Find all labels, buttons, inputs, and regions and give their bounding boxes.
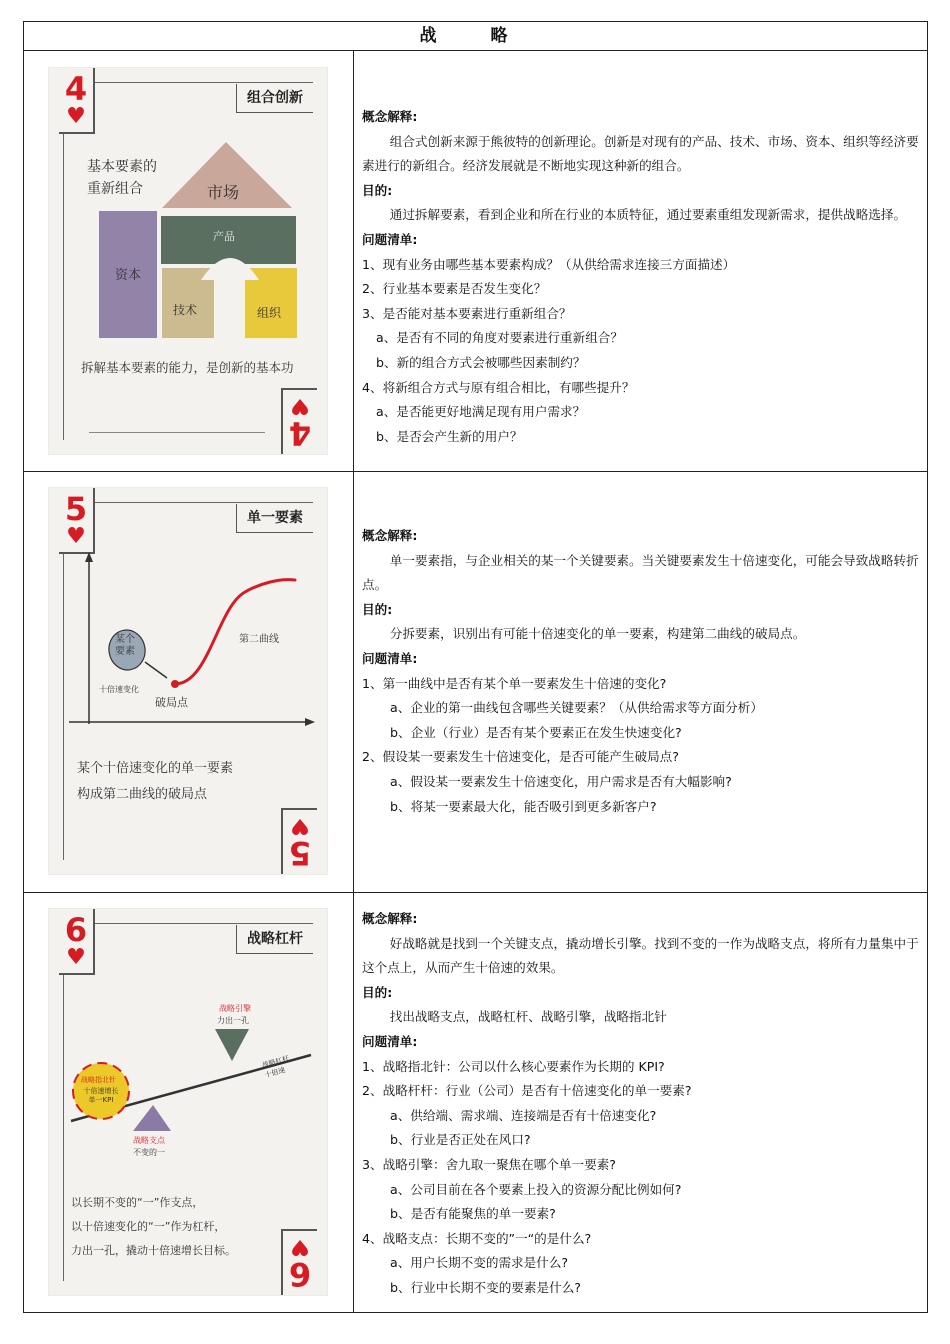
playing-card: [49, 909, 327, 1295]
question-item: b、将某一要素最大化，能否吸引到更多新客户?: [390, 798, 657, 814]
questions-heading: 问题清单:: [362, 1033, 418, 1049]
lever-label: 战略杠杆 十倍速: [261, 1054, 291, 1080]
question-item: 1、现有业务由哪些基本要素构成？（从供给需求连接三方面描述）: [362, 256, 736, 272]
question-item: b、新的组合方式会被哪些因素制约？: [376, 354, 586, 370]
card-rank: 6: [64, 911, 88, 949]
card-title: 战略杠杆: [236, 925, 313, 954]
table-row: [24, 51, 928, 472]
card-cell: [24, 893, 354, 1313]
card-cell: [24, 51, 354, 472]
question-item: 2、假设某一要素发生十倍速变化，是否可能产生破局点?: [362, 749, 679, 765]
question-item: a、是否能更好地满足现有用户需求？: [376, 404, 586, 420]
question-item: 3、战略引擎：舍九取一聚焦在哪个单一要素?: [362, 1156, 616, 1172]
concept-text: 单一要素指，与企业相关的某一个关键要素。当关键要素发生十倍速变化，可能会导致战略转折点。: [362, 552, 919, 593]
purpose-heading: 目的:: [362, 984, 393, 1000]
heart-icon: ♥: [290, 393, 310, 418]
card-caption: 以长期不变的“一”作支点， 以十倍速变化的“一”作为杠杆， 力出一孔，撬动十倍速增长目标。: [71, 1196, 236, 1257]
card-title: 组合创新: [236, 84, 313, 113]
playing-card: [49, 68, 327, 454]
questions-heading: 问题清单:: [362, 650, 418, 666]
question-item: a、用户长期不变的需求是什么?: [390, 1255, 569, 1271]
text-cell: [354, 51, 928, 472]
table-row: [24, 893, 928, 1313]
block-label-capital: 资本: [115, 268, 142, 283]
concept-heading: 概念解释:: [362, 528, 418, 543]
heart-icon: ♥: [66, 945, 86, 970]
card-rank: 5: [64, 490, 88, 528]
compass-label: 战略指北针: [81, 1076, 116, 1084]
playing-card: [49, 488, 327, 874]
question-item: 2、战略杆杆：行业（公司）是否有十倍速变化的单一要素?: [362, 1083, 692, 1099]
concept-heading: 概念解释:: [362, 109, 418, 124]
table-title: 战 略: [24, 22, 928, 51]
card-rank-bottom: 6: [288, 1255, 312, 1293]
card-rank-bottom: 4: [288, 414, 312, 452]
speed-label: 十倍速变化: [99, 685, 139, 694]
compass-sub: 十倍速增长 单一KPI: [83, 1087, 119, 1104]
purpose-text: 找出战略支点，战略杠杆、战略引擎，战略指北针: [389, 1009, 667, 1025]
text-cell: [354, 472, 928, 893]
card-rank-bottom: 5: [288, 834, 312, 872]
question-item: 4、战略支点：长期不变的”一“的是什么?: [362, 1230, 592, 1246]
concept-text: 组合式创新来源于熊彼特的创新理论。创新是对现有的产品、技术、市场、资本、组织等经济要素进行的新组合。经济发展就是不断地实现这种新的组合。: [362, 133, 919, 174]
block-label-product: 产品: [213, 230, 235, 243]
question-item: a、是否有不同的角度对要素进行重新组合？: [376, 330, 623, 346]
purpose-heading: 目的:: [362, 182, 393, 198]
engine-triangle: [215, 1029, 249, 1061]
heart-icon: ♥: [290, 813, 310, 838]
question-item: b、是否会产生新的用户？: [376, 428, 523, 444]
question-item: 1、第一曲线中是否有某个单一要素发生十倍速的变化?: [362, 675, 667, 691]
engine-label: 战略引擎: [219, 1004, 251, 1013]
text-cell: [354, 893, 928, 1313]
card-caption: 拆解基本要素的能力，是创新的基本功: [81, 360, 294, 375]
purpose-text: 通过拆解要素，看到企业和所在行业的本质特征，通过要素重组发现新需求，提供战略选择。: [389, 207, 907, 223]
strategy-table: [23, 21, 928, 1313]
fulcrum-label: 战略支点: [133, 1136, 165, 1145]
block-label-org: 组织: [257, 306, 282, 320]
fulcrum-triangle: [133, 1105, 171, 1131]
question-item: b、行业中长期不变的要素是什么?: [390, 1279, 581, 1295]
question-item: a、供给端、需求端、连接端是否有十倍速变化?: [390, 1107, 657, 1123]
breakpoint-label: 破局点: [155, 696, 188, 709]
heart-icon: ♥: [66, 104, 86, 129]
element-bubble: 某个 要素: [115, 634, 135, 657]
fulcrum-sub: 不变的一: [133, 1148, 165, 1157]
question-item: 4、将新组合方式与原有组合相比，有哪些提升？: [362, 379, 635, 395]
heart-icon: ♥: [290, 1234, 310, 1259]
table-row: [24, 472, 928, 893]
card-rank: 4: [64, 70, 88, 108]
purpose-heading: 目的:: [362, 601, 393, 617]
card-side-text: 基本要素的 重新组合: [87, 159, 157, 197]
breakpoint-dot: [171, 680, 179, 688]
question-item: a、公司目前在各个要素上投入的资源分配比例如何?: [390, 1181, 682, 1197]
card-cell: [24, 472, 354, 893]
curve-label: 第二曲线: [239, 634, 279, 645]
question-item: b、是否有能聚焦的单一要素?: [390, 1206, 556, 1222]
question-item: 3、是否能对基本要素进行重新组合？: [362, 305, 572, 321]
block-label-market: 市场: [207, 183, 240, 202]
concept-text: 好战略就是找到一个关键支点，撬动增长引擎。找到不变的一作为战略支点，将所有力量集中于这个点上，从而产生十倍速的效果。: [362, 935, 919, 976]
question-item: a、假设某一要素发生十倍速变化，用户需求是否有大幅影响?: [390, 773, 732, 789]
question-item: 1、战略指北针：公司以什么核心要素作为长期的 KPI?: [362, 1058, 665, 1074]
heart-icon: ♥: [66, 524, 86, 549]
purpose-text: 分拆要素，识别出有可能十倍速变化的单一要素，构建第二曲线的破局点。: [389, 626, 806, 642]
card-title: 单一要素: [236, 504, 313, 533]
question-item: a、企业的第一曲线包含哪些关键要素？（从供给需求等方面分析）: [390, 700, 763, 716]
block-label-tech: 技术: [173, 303, 198, 317]
card-caption: 某个十倍速变化的单一要素 构成第二曲线的破局点: [77, 761, 234, 802]
engine-sub: 力出一孔: [217, 1016, 249, 1025]
question-item: b、行业是否正处在风口?: [390, 1132, 531, 1148]
question-item: 2、行业基本要素是否发生变化？: [362, 281, 547, 297]
question-item: b、企业（行业）是否有某个要素正在发生快速变化?: [390, 724, 682, 740]
questions-heading: 问题清单:: [362, 231, 418, 247]
concept-heading: 概念解释:: [362, 911, 418, 926]
